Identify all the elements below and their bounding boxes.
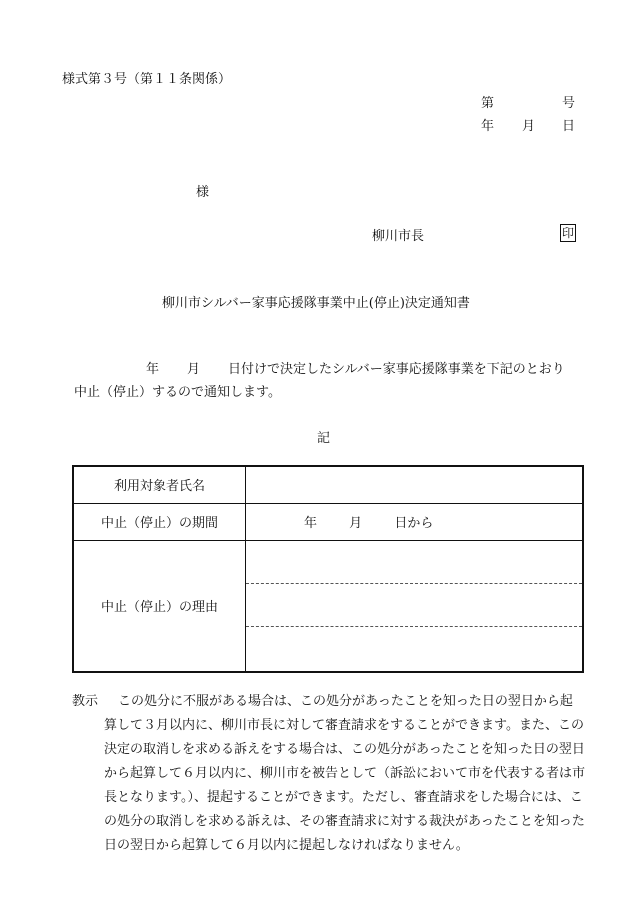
notification-table [72,465,584,673]
label-user-name: 利用対象者氏名 [73,466,246,503]
notice-line: の処分の取消しを求める訴えは、その審査請求に対する裁決があったことを知った [104,814,585,829]
notice-line: から起算して６月以内に、柳川市を被告として（訴訟において市を代表する者は市 [104,766,586,781]
label-period: 中止（停止）の期間 [73,503,246,540]
reason-line-3 [246,627,582,671]
notice-line: 長となります。）、提起することができます。ただし、審査請求をした場合には、こ [104,790,583,805]
doc-number-suffix: 号 [562,96,576,111]
notice-line: この処分に不服がある場合は、この処分があったことを知った日の翌日から起 [118,694,573,709]
appeal-notice [72,690,592,858]
date-month: 月 [522,119,536,134]
document-title: 柳川市シルバー家事応援隊事業中止(停止)決定通知書 [162,296,470,311]
intro-month: 月 [187,362,201,377]
value-period [246,503,584,540]
period-year: 年 [304,516,318,531]
date-year: 年 [481,119,495,134]
notice-line: 決定の取消しを求める訴えをする場合は、この処分があったことを知った日の翌日 [104,742,585,757]
table-row-period [73,503,583,540]
notice-heading: 教示 [72,694,99,709]
addressee-honorific: 様 [196,185,210,200]
intro-year: 年 [146,362,160,377]
period-from: 日から [394,516,434,531]
doc-number-prefix: 第 [481,96,495,111]
date-day: 日 [562,119,576,134]
label-reason: 中止（停止）の理由 [73,540,246,672]
value-reason [246,540,584,672]
seal-stamp: 印 [561,226,574,240]
reason-line-1 [246,541,582,584]
notice-line: 算して３月以内に、柳川市長に対して審査請求をすることができます。また、この [104,718,584,733]
table-row-name [73,466,583,503]
table-row-reason [73,540,583,672]
intro-line2: 中止（停止）するので通知します。 [74,385,281,400]
form-number: 様式第３号（第１１条関係） [62,72,232,87]
notice-line: 日の翌日から起算して６月以内に提起しなければなりません。 [104,838,469,853]
value-user-name [246,466,584,503]
sender-name: 柳川市長 [372,229,425,244]
intro-line1: 日付けで決定したシルバー家事応援隊事業を下記のとおり [228,362,565,377]
ki-heading: 記 [317,431,331,446]
notice-body [104,690,592,858]
period-month: 月 [349,516,363,531]
reason-line-2 [246,584,582,627]
